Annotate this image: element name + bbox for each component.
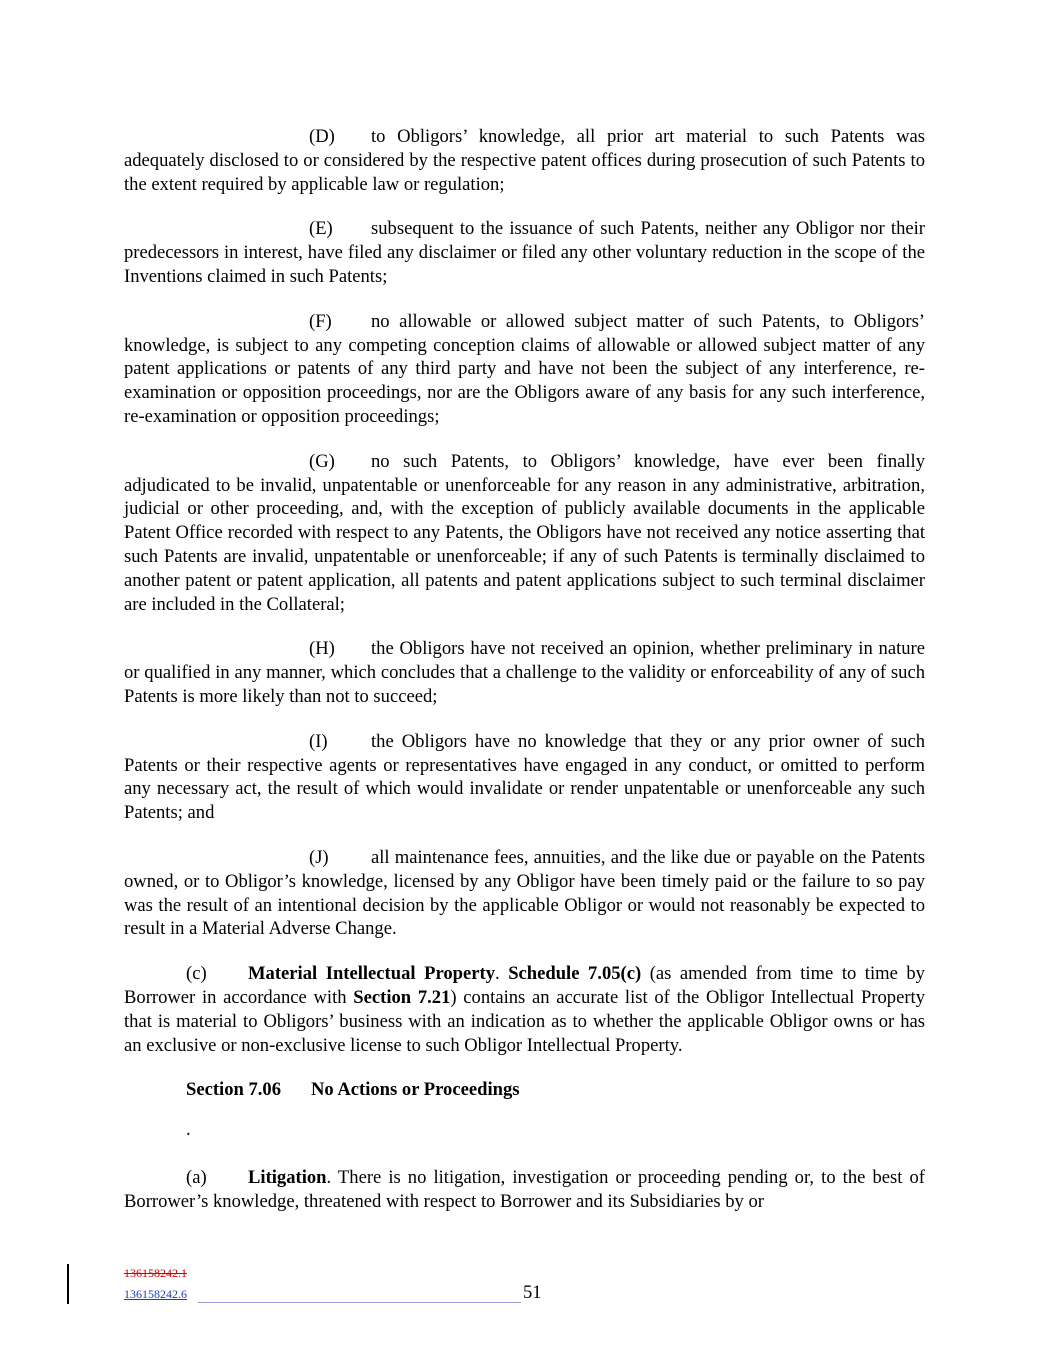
paragraph-text: all maintenance fees, annuities, and the like due or payable on the Patents owned, or to Obligor’s knowledge, licensed by any Obligor have been timely paid or the failure to so pay was the result of an intentional decision by the applicable Obligor or would not reasonably be expected to result in a Material Adverse Change. (124, 846, 925, 940)
schedule-reference: Schedule 7.05(c) (508, 963, 642, 985)
paragraph-label: (F) (309, 310, 332, 332)
paragraph-label: (a) (186, 1167, 207, 1189)
stray-period: . (186, 1119, 191, 1141)
paragraph-j (124, 846, 925, 941)
paragraph-f (124, 310, 925, 429)
paragraph-text: the Obligors have no knowledge that they or any prior owner of such Patents or their respective agents or representatives have engaged in any conduct, or omitted to perform any necessary act, the result of which would invalidate or render unpatentable or unenforceable any such Patents; and (124, 730, 925, 824)
paragraph-c-material-ip (124, 962, 925, 1057)
paragraph-a-litigation (124, 1166, 925, 1214)
revision-bar (67, 1264, 69, 1304)
paragraph-text: ) contains an accurate list of the Obligor Intellectual Property that is material to Obligors’ business with an indication as to whether the applicable Obligor owns or has an exclusive or non-exclusive license to such Obligor Intellectual Property. (124, 986, 925, 1056)
paragraph-label: (J) (309, 846, 329, 868)
paragraph-text: to Obligors’ knowledge, all prior art material to such Patents was adequately disclosed to or considered by the respective patent offices during prosecution of such Patents to the extent required by applicable law or regulation; (124, 126, 925, 195)
document-body (124, 125, 925, 1235)
paragraph-label: (G) (309, 450, 335, 472)
paragraph-label: (D) (309, 126, 335, 147)
paragraph-text: no allowable or allowed subject matter of such Patents, to Obligors’ knowledge, is subject to any competing conception claims of allowable or allowed subject matter of any patent applications or patents of any third party and have not been the subject of any interference, re-examination or opposition proceedings, nor are the Obligors aware of any basis for any such interference, re-examination or opposition proceedings; (124, 310, 925, 427)
caption-period: . (326, 1167, 332, 1189)
section-number: Section 7.06 (186, 1079, 282, 1101)
caption-material-ip: Material Intellectual Property (248, 963, 495, 985)
paragraph-i (124, 730, 925, 825)
caption-period: . (495, 963, 500, 985)
paragraph-g (124, 450, 925, 617)
deleted-doc-number: 136158242.1 (124, 1266, 187, 1280)
paragraph-e (124, 217, 925, 288)
caption-litigation: Litigation (248, 1167, 327, 1189)
paragraph-label: (c) (186, 963, 207, 985)
section-reference: Section 7.21 (353, 986, 451, 1008)
paragraph-d (124, 125, 925, 196)
paragraph-label: (I) (309, 730, 328, 752)
paragraph-text: no such Patents, to Obligors’ knowledge, have ever been finally adjudicated to be invalid, unpatentable or unenforceable for any reason in any administrative, arbitration, judicial or other proceeding, and, with the exception of publicly available documents in the applicable Patent Office recorded with respect to any Patents, the Obligors have not received any notice asserting that such Patents are invalid, unpatentable or unenforceable; if any of such Patents is terminally disclaimed to another patent or patent application, all patents and patent applications subject to such terminal disclaimer are included in the Collateral; (124, 450, 925, 615)
paragraph-text: There is no litigation, investigation or proceeding pending or, to the best of Borrower’s knowledge, threatened with respect to Borrower and its Subsidiaries by or (124, 1167, 925, 1212)
section-title: No Actions or Proceedings (311, 1079, 520, 1101)
footer-rule (198, 1302, 521, 1303)
paragraph-label: (H) (309, 638, 335, 660)
paragraph-h (124, 637, 925, 708)
paragraph-text: the Obligors have not received an opinion, whether preliminary in nature or qualified in any manner, which concludes that a challenge to the validity or enforceability of any of such Patents is more likely than not to succeed; (124, 638, 925, 707)
paragraph-text: (as amended from time to time by Borrower in accordance with (124, 963, 925, 1008)
inserted-doc-number: 136158242.6 (124, 1287, 187, 1301)
page-number: 51 (523, 1282, 542, 1303)
section-heading (186, 1078, 925, 1102)
paragraph-text: subsequent to the issuance of such Patents, neither any Obligor nor their predecessors in interest, have filed any disclaimer or filed any other voluntary reduction in the scope of the Inventions claimed in such Patents; (124, 218, 925, 287)
paragraph-label: (E) (309, 218, 333, 240)
